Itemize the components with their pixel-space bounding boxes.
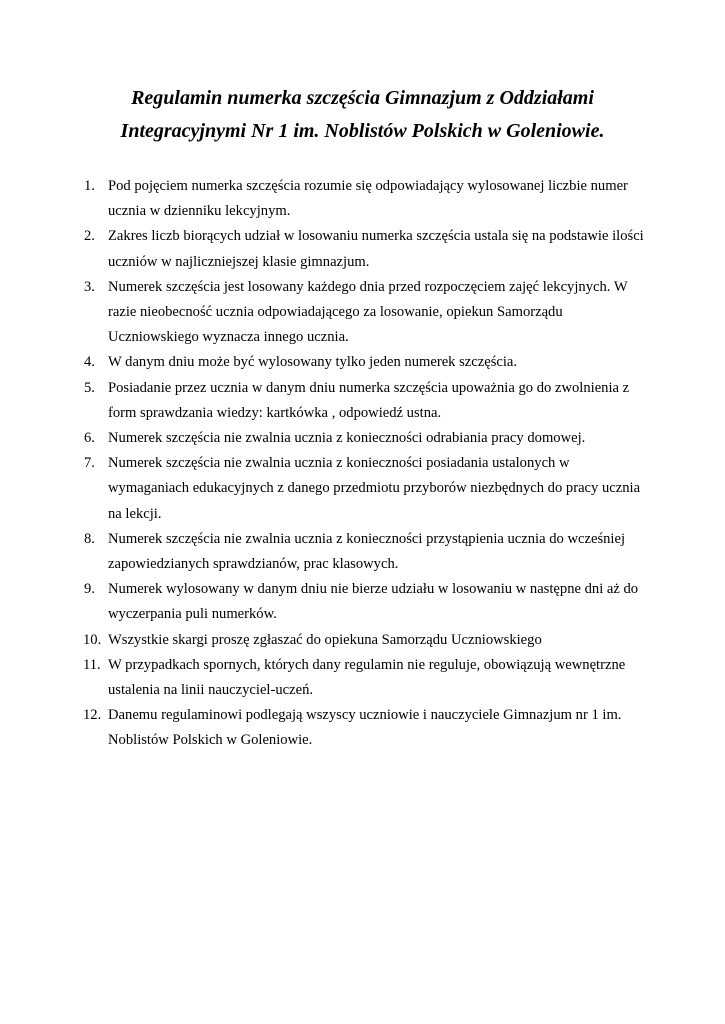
rule-item-1 [84, 174, 654, 224]
rule-item-7 [84, 451, 654, 527]
rule-item-11 [84, 653, 654, 703]
rule-text: W danym dniu może być wylosowany tylko jeden numerek szczęścia. [108, 354, 518, 371]
rule-text: Numerek szczęścia jest losowany każdego dnia przed rozpoczęciem zajęć lekcyjnych. W razie nieobecność ucznia odpowiadającego za losowanie, opiekun Samorządu Uczniowskiego wyznacza innego ucznia. [108, 278, 628, 346]
rule-item-2 [84, 224, 654, 274]
rules-list [84, 174, 654, 754]
rule-number: 4. [84, 354, 95, 371]
rule-text: Numerek wylosowany w danym dniu nie bierze udziału w losowaniu w następne dni aż do wyczerpania puli numerków. [108, 581, 639, 623]
rule-number: 10. [83, 631, 102, 648]
rule-item-12 [84, 703, 654, 753]
rule-number: 1. [84, 178, 95, 194]
rule-number: 9. [84, 581, 95, 598]
rule-item-10 [84, 628, 654, 653]
rule-text: Wszystkie skargi proszę zgłaszać do opiekuna Samorządu Uczniowskiego [108, 631, 542, 648]
rule-text: W przypadkach spornych, których dany regulamin nie reguluje, obowiązują wewnętrzne ustalenia na linii nauczyciel-uczeń. [108, 656, 626, 699]
document-title [60, 82, 665, 148]
rule-item-6 [84, 426, 654, 451]
rule-number: 5. [84, 379, 95, 396]
rule-number: 7. [84, 455, 95, 472]
rule-text: Numerek szczęścia nie zwalnia ucznia z konieczności odrabiania pracy domowej. [108, 430, 586, 447]
rule-text: Danemu regulaminowi podlegają wszyscy uczniowie i nauczyciele Gimnazjum nr 1 im. Noblistów Polskich w Goleniowie. [108, 707, 622, 749]
rule-text: Pod pojęciem numerka szczęścia rozumie się odpowiadający wylosowanej liczbie numer ucznia w dzienniku lekcyjnym. [108, 178, 628, 220]
rule-number: 8. [84, 530, 95, 547]
rule-number: 3. [84, 278, 95, 295]
rule-number: 11. [83, 656, 101, 673]
rule-item-3 [84, 275, 654, 351]
rule-number: 6. [84, 430, 95, 447]
rule-number: 12. [83, 707, 102, 724]
rule-text: Numerek szczęścia nie zwalnia ucznia z konieczności przystąpienia ucznia do wcześniej zapowiedzianych sprawdzianów, prac klasowych. [108, 530, 626, 573]
title-line-1: Regulamin numerka szczęścia Gimnazjum z Oddziałami [131, 87, 594, 109]
rule-text: Posiadanie przez ucznia w danym dniu numerka szczęścia upoważnia go do zwolnienia z form sprawdzania wiedzy: kartkówka , odpowiedź ustna. [108, 379, 630, 421]
rule-item-5 [84, 376, 654, 426]
rule-item-8 [84, 527, 654, 577]
rule-number: 2. [84, 228, 95, 245]
rule-item-4 [84, 350, 654, 375]
title-line-2: Integracyjnymi Nr 1 im. Noblistów Polskich w Goleniowie. [120, 120, 605, 142]
rule-text: Zakres liczb biorących udział w losowaniu numerka szczęścia ustala się na podstawie ilości uczniów w najliczniejszej klasie gimnazjum. [108, 228, 644, 270]
rule-text: Numerek szczęścia nie zwalnia ucznia z konieczności posiadania ustalonych w wymaganiach edukacyjnych z danego przedmiotu przyborów niezbędnych do pracy ucznia na lekcji. [108, 455, 641, 522]
rule-item-9 [84, 577, 654, 627]
